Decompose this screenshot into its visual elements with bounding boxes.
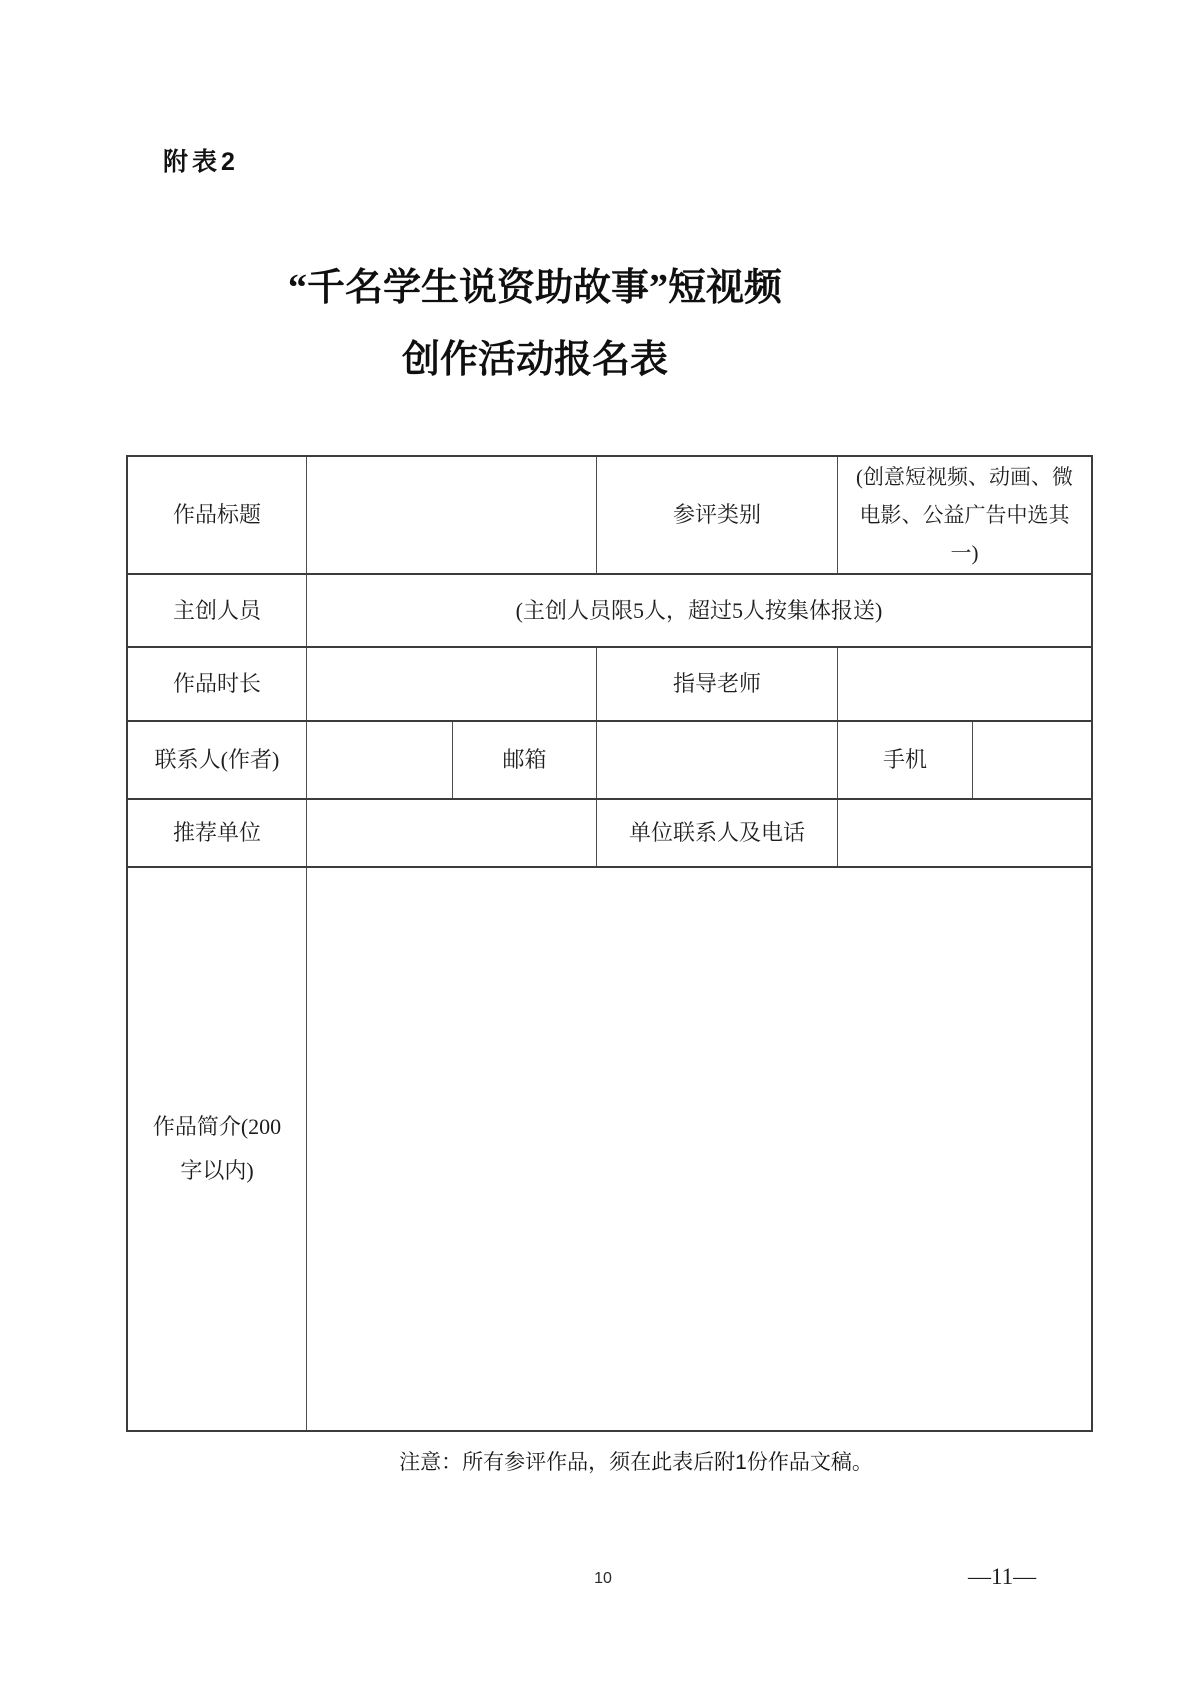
unit-contact-value-cell: [838, 800, 1091, 866]
row-synopsis: [128, 868, 1091, 1430]
work-title-value-cell: [307, 457, 597, 573]
row-recommender: [128, 800, 1091, 868]
unit-contact-label: 单位联系人及电话: [597, 800, 838, 866]
mobile-value-cell: [973, 722, 1091, 798]
email-label: 邮箱: [453, 722, 597, 798]
category-hint: [838, 457, 1091, 573]
form-title-line1: “千名学生说资助故事”短视频: [287, 267, 782, 309]
page-number-right: —11—: [968, 1564, 1037, 1589]
row-contact: [128, 722, 1091, 800]
form-title-line2: 创作活动报名表: [401, 339, 668, 381]
footer-note: 注意：所有参评作品，须在此表后附1份作品文稿。: [399, 1451, 873, 1474]
row-duration: [128, 648, 1091, 722]
synopsis-label-line1: 作品简介(200: [152, 1114, 282, 1139]
contact-label: 联系人(作者): [128, 722, 307, 798]
work-title-label: 作品标题: [128, 457, 307, 573]
recommender-label: 推荐单位: [128, 800, 307, 866]
email-value-cell: [597, 722, 838, 798]
page-number-center: 10: [594, 1570, 612, 1587]
duration-label: 作品时长: [128, 648, 307, 720]
category-hint-line3: 一): [950, 541, 979, 565]
contact-value-cell: [307, 722, 453, 798]
duration-value-cell: [307, 648, 597, 720]
teacher-label: 指导老师: [597, 648, 838, 720]
category-label: 参评类别: [597, 457, 838, 573]
category-hint-line1: (创意短视频、动画、微: [856, 465, 1073, 489]
creators-label: 主创人员: [128, 575, 307, 646]
appendix-label: 附表2: [163, 148, 239, 176]
recommender-value-cell: [307, 800, 597, 866]
mobile-label: 手机: [838, 722, 973, 798]
creators-hint-cell: (主创人员限5人，超过5人按集体报送): [515, 597, 883, 623]
row-work-title: [128, 457, 1091, 575]
synopsis-label: [128, 868, 307, 1430]
category-hint-line2: 电影、公益广告中选其: [859, 503, 1070, 527]
registration-form-table: [126, 455, 1093, 1432]
teacher-value-cell: [838, 648, 1091, 720]
synopsis-label-line2: 字以内): [180, 1158, 254, 1183]
synopsis-value-cell: [307, 868, 1091, 1430]
row-creators: [128, 575, 1091, 648]
